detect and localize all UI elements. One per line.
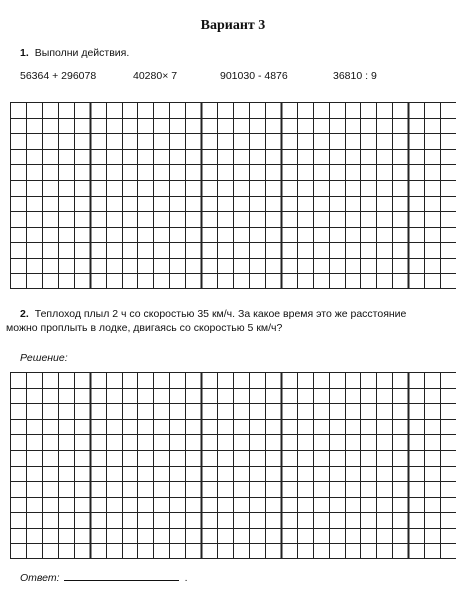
task-2-line-2: можно проплыть в лодке, двигаясь со скоростью 5 км/ч? xyxy=(6,322,283,334)
task-2-number: 2. xyxy=(20,308,29,320)
expression-3: 901030 - 4876 xyxy=(220,70,288,82)
grid-task-1[interactable] xyxy=(10,102,456,289)
task-2-line-1 xyxy=(20,307,406,321)
answer-label: Ответ: xyxy=(20,572,60,584)
answer-row xyxy=(20,570,187,584)
task-1-text: Выполни действия. xyxy=(34,47,130,59)
answer-line[interactable] xyxy=(64,570,179,581)
task-1-heading xyxy=(20,46,129,60)
page-title: Вариант 3 xyxy=(200,18,266,33)
grid-task-2[interactable] xyxy=(10,372,456,559)
solution-label: Решение: xyxy=(20,352,68,364)
expression-4: 36810 : 9 xyxy=(333,70,377,82)
answer-end: . xyxy=(184,572,188,584)
expression-2: 40280× 7 xyxy=(133,70,178,82)
task-1-number: 1. xyxy=(20,47,29,59)
task-2-text-1: Теплоход плыл 2 ч со скоростью 35 км/ч. За какое время это же расстояние xyxy=(34,308,407,320)
expression-1: 56364 + 296078 xyxy=(20,70,97,82)
